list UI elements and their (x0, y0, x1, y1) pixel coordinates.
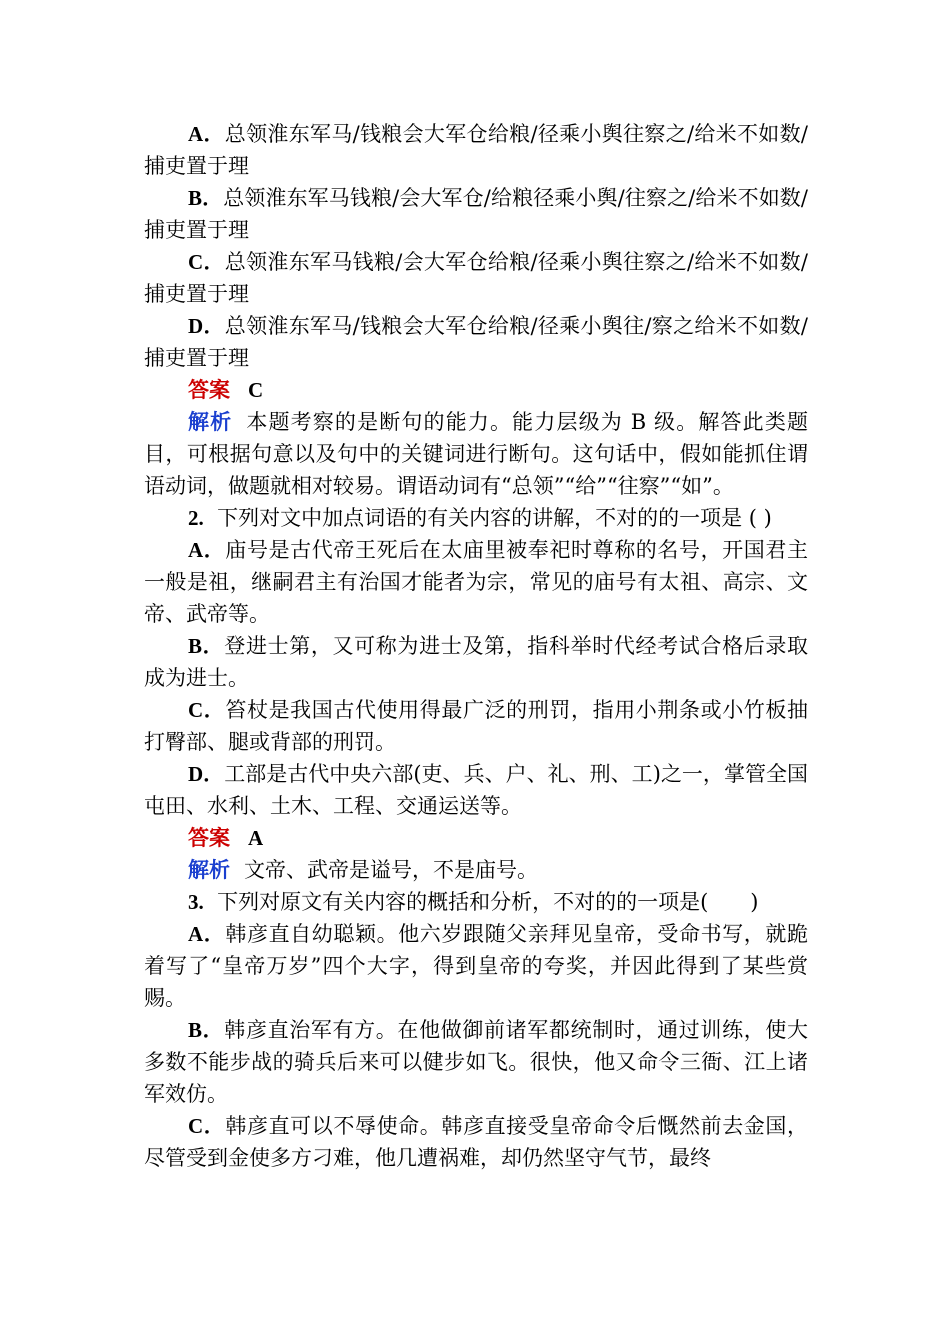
answer-label: 答案 (188, 377, 230, 402)
q3-option-c: C．韩彦直可以不辱使命。韩彦直接受皇帝命令后慨然前去金国，尽管受到金使多方刁难，他几遭祸难，却仍然坚守气节，最终 (144, 1114, 808, 1170)
question-number: 3. (188, 890, 204, 914)
q1-explanation: 解析 本题考察的是断句的能力。能力层级为 B 级。解答此类题目，可根据句意以及句中的关键词进行断句。这句话中，假如能抓住谓语动词，做题就相对较易。谓语动词有“总领”“给”“往察”“如”。 (144, 409, 808, 498)
q2-explanation: 解析 文帝、武帝是谥号，不是庙号。 (188, 857, 538, 882)
q1-option-d: D．总领淮东军马/钱粮会大军仓给粮/径乘小舆往/察之给米不如数/捕吏置于理 (144, 314, 808, 370)
answer-value: A (248, 826, 264, 850)
q2-option-c: C．笞杖是我国古代使用得最广泛的刑罚，指用小荆条或小竹板抽打臀部、腿或背部的刑罚。 (144, 698, 808, 754)
q3-option-a: A．韩彦直自幼聪颖。他六岁跟随父亲拜见皇帝，受命书写，就跪着写了“皇帝万岁”四个大字，得到皇帝的夸奖，并因此得到了某些赏赐。 (144, 922, 808, 1010)
explanation-label: 解析 (188, 857, 230, 882)
q1-option-c: C．总领淮东军马钱粮/会大军仓给粮/径乘小舆往察之/给米不如数/捕吏置于理 (144, 250, 808, 306)
q3-stem: 3. 下列对原文有关内容的概括和分析，不对的的一项是( ) (188, 890, 759, 914)
answer-label: 答案 (188, 825, 230, 850)
answer-value: C (248, 378, 264, 402)
q1-answer (144, 374, 808, 406)
q2-option-b: B．登进士第，又可称为进士及第，指科举时代经考试合格后录取成为进士。 (144, 634, 808, 690)
q3-option-b: B．韩彦直治军有方。在他做御前诸军都统制时，通过训练，使大多数不能步战的骑兵后来可以健步如飞。很快，他又命令三衙、江上诸军效仿。 (144, 1018, 808, 1106)
document-page (144, 118, 808, 1174)
q1-option-a: A．总领淮东军马/钱粮会大军仓给粮/径乘小舆往察之/给米不如数/捕吏置于理 (144, 122, 808, 178)
q2-answer (144, 822, 808, 854)
q2-option-d: D．工部是古代中央六部(吏、兵、户、礼、刑、工)之一，掌管全国屯田、水利、土木、工程、交通运送等。 (144, 762, 808, 818)
q2-stem: 2. 下列对文中加点词语的有关内容的讲解，不对的的一项是 ( ) (188, 506, 772, 530)
q1-option-b: B．总领淮东军马钱粮/会大军仓/给粮径乘小舆/往察之/给米不如数/捕吏置于理 (144, 186, 808, 242)
explanation-label: 解析 (188, 409, 233, 434)
question-number: 2. (188, 506, 204, 530)
q2-option-a: A．庙号是古代帝王死后在太庙里被奉祀时尊称的名号，开国君主一般是祖，继嗣君主有治国才能者为宗，常见的庙号有太祖、高宗、文帝、武帝等。 (144, 538, 808, 626)
